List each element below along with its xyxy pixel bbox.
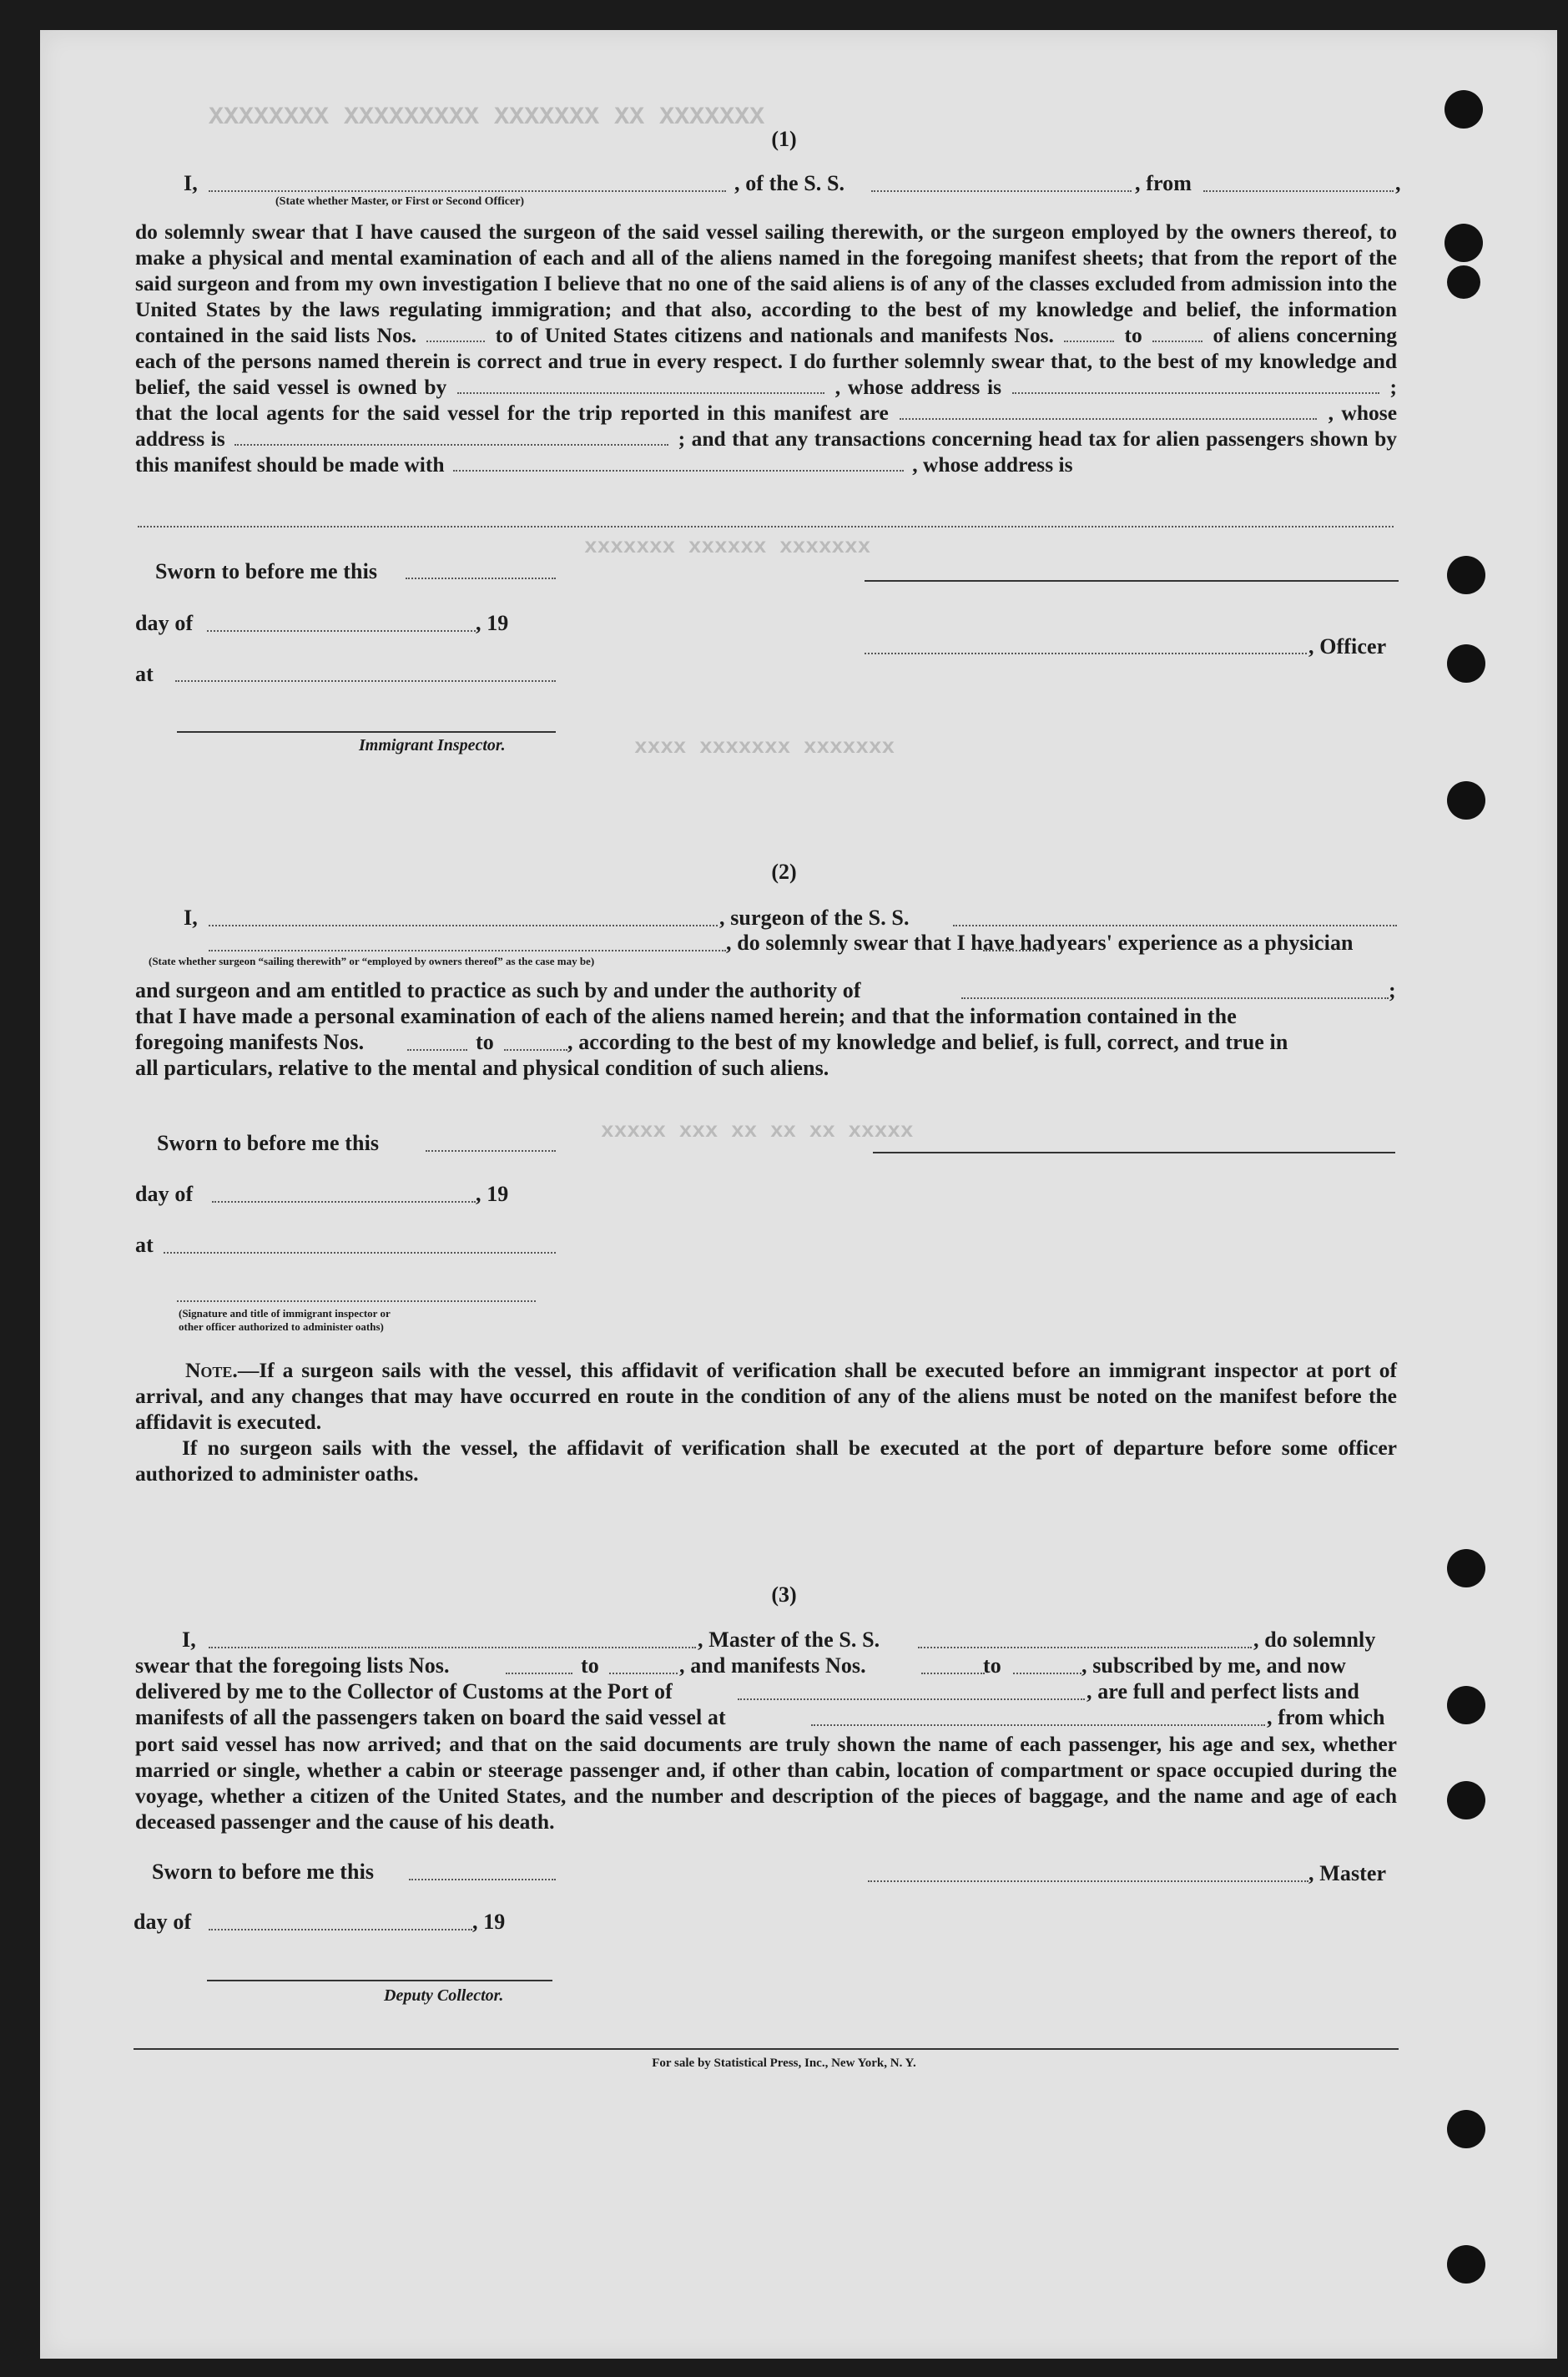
from-port-field[interactable] xyxy=(1203,190,1394,192)
lists-to-field[interactable] xyxy=(609,1673,678,1674)
authority-field[interactable] xyxy=(961,997,1389,999)
agents-address-field[interactable] xyxy=(234,427,668,446)
signature-note: other officer authorized to administer oaths) xyxy=(179,1320,384,1333)
bleed-through-text: xxxxxxx xxxxxxx xxxx xyxy=(634,734,895,760)
day-of-label: day of xyxy=(134,1910,192,1934)
vessel-name-field[interactable] xyxy=(918,1647,1252,1648)
punch-hole xyxy=(1447,1781,1485,1819)
punch-hole xyxy=(1447,2245,1485,2284)
year-label: , 19 xyxy=(472,1910,506,1934)
manifests-to-field[interactable] xyxy=(1013,1673,1081,1674)
at-place-field[interactable] xyxy=(175,680,556,682)
vessel-name-field[interactable] xyxy=(871,190,1132,192)
officer-note: (State whether Master, or First or Second Officer) xyxy=(275,195,525,208)
body-text: ; and that any transactions concerning head tax for alien passengers shown by this manifest should be made with xyxy=(135,426,1398,477)
surgeon-name-field[interactable] xyxy=(209,925,718,926)
manifests-from-field[interactable] xyxy=(407,1049,467,1051)
manifests-from-field[interactable] xyxy=(1064,324,1114,342)
punch-hole xyxy=(1447,556,1485,594)
affidavit-line xyxy=(1135,171,1192,196)
body-text: of United States citizens and nationals and manifests Nos. xyxy=(520,323,1054,347)
text: , are full and perfect lists and xyxy=(1087,1679,1359,1703)
section-number: (1) xyxy=(771,127,797,151)
head-tax-address-field[interactable] xyxy=(138,526,1394,527)
body-text: to xyxy=(495,323,513,347)
owner-address-field[interactable] xyxy=(1012,376,1379,394)
sworn-label: Sworn to before me this xyxy=(152,1860,375,1884)
note-paragraph xyxy=(135,1357,1397,1435)
punch-hole xyxy=(1447,1686,1485,1724)
text: years' experience as a physician xyxy=(1056,931,1354,955)
officer-signature-line[interactable] xyxy=(865,580,1399,582)
year-label: , 19 xyxy=(476,1182,509,1206)
day-of-field[interactable] xyxy=(207,630,476,632)
years-experience-field[interactable] xyxy=(983,950,1050,951)
text: , surgeon of the S. S. xyxy=(719,906,910,930)
section1-body xyxy=(135,219,1397,477)
port-field[interactable] xyxy=(738,1698,1085,1700)
text: , of the S. S. xyxy=(734,171,845,195)
body-text: , whose address is xyxy=(135,401,1398,451)
affidavit-line xyxy=(734,171,845,196)
master-signature-field[interactable] xyxy=(868,1880,1308,1882)
signature-note: (Signature and title of immigrant inspector or xyxy=(179,1307,391,1320)
deputy-label: Deputy Collector. xyxy=(384,1986,504,2005)
master-name-field[interactable] xyxy=(209,190,726,192)
text: , do solemnly swear that I have had xyxy=(726,931,1056,955)
text: I, xyxy=(182,1628,196,1652)
sworn-label: Sworn to before me this xyxy=(157,1131,380,1155)
section-number: (2) xyxy=(771,860,797,884)
footer-imprint: For sale by Statistical Press, Inc., New York, N. Y. xyxy=(652,2057,916,2070)
text: swear that the foregoing lists Nos. xyxy=(135,1653,450,1678)
note-text: If no surgeon sails with the vessel, the affidavit of verification shall be executed at the port of departure before some officer authorized to administer oaths. xyxy=(135,1436,1397,1486)
punch-hole xyxy=(1444,224,1483,262)
punch-hole xyxy=(1447,265,1480,299)
text: , Master of the S. S. xyxy=(698,1628,880,1652)
day-of-label: day of xyxy=(135,1182,194,1206)
note-text: —If a surgeon sails with the vessel, this affidavit of verification shall be executed before an immigrant inspector at port of arrival, and any changes that may have occurred en route in the condition of any of the aliens must be noted on the manifest before the affidavit is executed. xyxy=(135,1358,1397,1434)
manifests-from-field[interactable] xyxy=(921,1673,985,1674)
text: all particulars, relative to the mental and physical condition of such aliens. xyxy=(135,1056,829,1080)
bleed-through-text: XXXXXXX XX XXXXXXX XXXXXXXXX XXXXXXXX xyxy=(209,103,765,132)
section3-body: port said vessel has now arrived; and that on the said documents are truly shown the name of each passenger, his age and sex, whether married or single, whether a cabin or steerage passenger and, if other than cabin, location of compartment or space occupied during the voyage, whether a citizen of the United States, and the number and description of the pieces of baggage, and the name and age of each deceased passenger and the cause of his death. xyxy=(135,1732,1397,1834)
inspector-label: Immigrant Inspector. xyxy=(359,736,506,754)
body-text: , whose address is xyxy=(912,452,1073,477)
officer-label: , Officer xyxy=(1308,634,1387,659)
body-text: do solemnly swear that I have caused the surgeon of the said vessel sailing therewith, or the surgeon employed by the owners thereof, to make a physical and mental examination of each and all of the aliens named in the foregoing manifest sheets; that from the report of the said surgeon and from my own investigation I believe that no one of the said aliens is of any of the classes excluded from admission into the United States by the laws regulating immigration; and that also, according to the best of my knowledge and belief, the information contained in the said lists Nos. xyxy=(135,220,1397,347)
section-number: (3) xyxy=(771,1582,797,1607)
text: that I have made a personal examination of each of the aliens named herein; and that the information contained in the xyxy=(135,1004,1237,1028)
punch-hole xyxy=(1447,781,1485,820)
text: , and manifests Nos. xyxy=(679,1653,866,1678)
signature-line[interactable] xyxy=(177,1300,536,1302)
surgeon-note: (State whether surgeon “sailing therewith” or “employed by owners thereof” as the case may be) xyxy=(149,955,595,967)
manifests-to-field[interactable] xyxy=(504,1049,567,1051)
text: I, xyxy=(184,906,198,930)
text: , xyxy=(1395,171,1401,195)
text: , from which xyxy=(1267,1705,1385,1729)
surgeon-vessel-field[interactable] xyxy=(953,925,1397,926)
inspector-signature-line[interactable] xyxy=(177,731,556,733)
local-agents-field[interactable] xyxy=(900,401,1317,420)
text: , from xyxy=(1135,171,1192,195)
affidavit-line xyxy=(184,171,198,196)
bleed-through-text: xxxxx xx xx xx xxx xxxxx xyxy=(601,1118,914,1143)
surgeon-type-field[interactable] xyxy=(209,950,726,951)
sworn-label: Sworn to before me this xyxy=(155,559,378,583)
deputy-signature-line[interactable] xyxy=(207,1980,552,1981)
text: , according to the best of my knowledge and belief, is full, correct, and true in xyxy=(567,1030,1288,1054)
punch-hole xyxy=(1444,90,1483,129)
day-of-label: day of xyxy=(135,611,194,635)
manifests-to-field[interactable] xyxy=(1152,324,1202,342)
body-text: , whose address is xyxy=(834,375,1002,399)
surgeon-signature-line[interactable] xyxy=(873,1152,1395,1153)
master-name-field[interactable] xyxy=(209,1647,696,1648)
sworn-date-field[interactable] xyxy=(426,1150,556,1152)
officer-title-field[interactable] xyxy=(865,653,1307,654)
punch-hole xyxy=(1447,644,1485,683)
text: , subscribed by me, and now xyxy=(1081,1653,1346,1678)
text: and surgeon and am entitled to practice as such by and under the authority of xyxy=(135,978,861,1002)
body-text: to xyxy=(1124,323,1142,347)
year-label: , 19 xyxy=(476,611,509,635)
head-tax-agent-field[interactable] xyxy=(453,453,904,472)
footer-divider xyxy=(134,2048,1399,2050)
at-place-field[interactable] xyxy=(164,1252,556,1254)
body-text: ; that the local agents for the said vessel for the trip reported in this manifest are xyxy=(135,375,1398,425)
text: , do solemnly xyxy=(1253,1628,1376,1652)
text: to xyxy=(983,1653,1001,1678)
day-of-field[interactable] xyxy=(209,1929,472,1930)
punch-hole xyxy=(1447,2110,1485,2148)
note-paragraph xyxy=(135,1435,1397,1486)
text: I, xyxy=(184,171,198,195)
text: to xyxy=(581,1653,599,1678)
text: manifests of all the passengers taken on board the said vessel at xyxy=(135,1705,726,1729)
master-label: , Master xyxy=(1308,1861,1387,1885)
text: foregoing manifests Nos. xyxy=(135,1030,365,1054)
note-lead: Note. xyxy=(185,1358,238,1382)
lists-from-field[interactable] xyxy=(426,324,485,342)
at-label: at xyxy=(135,662,154,686)
at-label: at xyxy=(135,1233,154,1257)
embarkation-port-field[interactable] xyxy=(811,1724,1265,1726)
owner-field[interactable] xyxy=(457,376,824,394)
sworn-date-field[interactable] xyxy=(409,1879,556,1880)
text: ; xyxy=(1389,978,1396,1002)
body-text: of aliens concerning each of the persons named therein is correct and true in every respect. I do further solemnly swear that, to the best of my knowledge and belief, the said vessel is owned by xyxy=(135,323,1398,399)
day-of-field[interactable] xyxy=(212,1201,476,1203)
bleed-through-text: xxxxxxx xxxxxx xxxxxxx xyxy=(584,534,871,559)
text: to xyxy=(476,1030,494,1054)
text: delivered by me to the Collector of Customs at the Port of xyxy=(135,1679,673,1703)
sworn-date-field[interactable] xyxy=(406,578,556,579)
lists-from-field[interactable] xyxy=(506,1673,572,1674)
